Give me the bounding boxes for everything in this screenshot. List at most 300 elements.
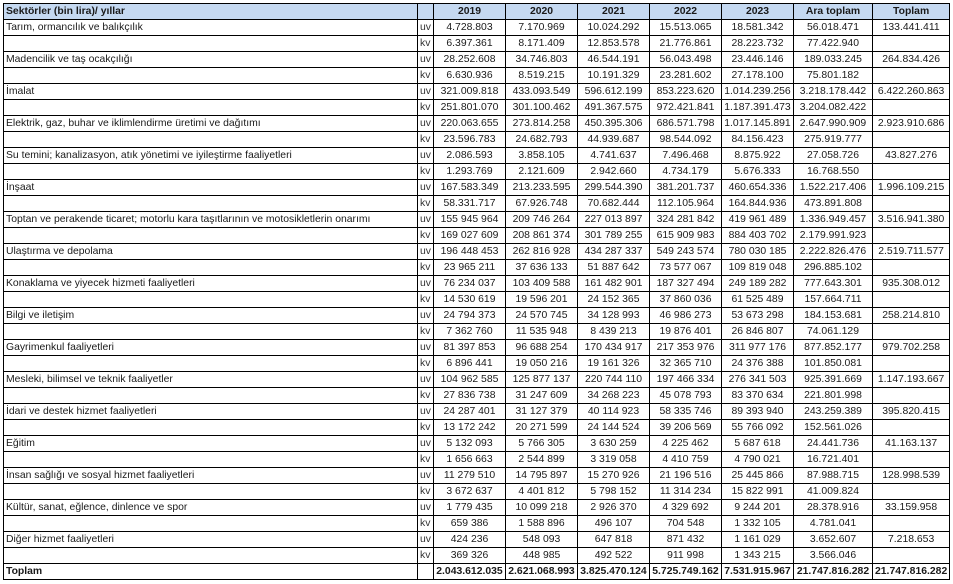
unit-label: kv — [418, 548, 434, 564]
year-value-cell: 4.734.179 — [650, 164, 722, 180]
sector-total-cell: 935.308.012 — [873, 276, 950, 292]
table-row-kv — [4, 324, 950, 340]
year-value-cell: 10.191.329 — [578, 68, 650, 84]
year-value-cell: 647 818 — [578, 532, 650, 548]
sector-total-cell: 41.163.137 — [873, 436, 950, 452]
year-value-cell: 450.395.306 — [578, 116, 650, 132]
sector-name: Toptan ve perakende ticaret; motorlu kara taşıtlarının ve motosikletlerin onarımı — [4, 212, 418, 228]
year-value-cell: 6 896 441 — [434, 356, 506, 372]
year-value-cell: 262 816 928 — [506, 244, 578, 260]
year-value-cell: 15 270 926 — [578, 468, 650, 484]
year-value-cell: 217 353 976 — [650, 340, 722, 356]
table-row-kv — [4, 260, 950, 276]
subtotal-cell: 56.018.471 — [794, 20, 873, 36]
year-value-cell: 5 798 152 — [578, 484, 650, 500]
year-value-cell: 51 887 642 — [578, 260, 650, 276]
year-value-cell: 11 314 234 — [650, 484, 722, 500]
header-year-2019: 2019 — [434, 4, 506, 20]
subtotal-cell: 2.179.991.923 — [794, 228, 873, 244]
unit-label: kv — [418, 452, 434, 468]
year-value-cell: 1 161 029 — [722, 532, 794, 548]
year-value-cell: 311 977 176 — [722, 340, 794, 356]
sector-total-cell: 2.923.910.686 — [873, 116, 950, 132]
header-total: Toplam — [873, 4, 950, 20]
sector-name: Elektrik, gaz, buhar ve iklimlendirme üretimi ve dağıtımı — [4, 116, 418, 132]
unit-label: uv — [418, 20, 434, 36]
sector-name — [4, 484, 418, 500]
year-value-cell: 4 401 812 — [506, 484, 578, 500]
table-row-uv — [4, 532, 950, 548]
unit-label: uv — [418, 532, 434, 548]
sector-name — [4, 292, 418, 308]
sector-name — [4, 516, 418, 532]
year-value-cell: 15.513.065 — [650, 20, 722, 36]
subtotal-cell: 296.885.102 — [794, 260, 873, 276]
year-value-cell: 3 630 259 — [578, 436, 650, 452]
year-value-cell: 53 673 298 — [722, 308, 794, 324]
year-value-cell: 61 525 489 — [722, 292, 794, 308]
grand-total-cell: 5.725.749.162 — [650, 564, 722, 580]
year-value-cell: 321.009.818 — [434, 84, 506, 100]
year-value-cell: 4 225 462 — [650, 436, 722, 452]
year-value-cell: 1 656 663 — [434, 452, 506, 468]
year-value-cell: 419 961 489 — [722, 212, 794, 228]
year-value-cell: 23.446.146 — [722, 52, 794, 68]
header-year-2023: 2023 — [722, 4, 794, 20]
sector-name — [4, 452, 418, 468]
unit-label: uv — [418, 436, 434, 452]
year-value-cell: 299.544.390 — [578, 180, 650, 196]
year-value-cell: 686.571.798 — [650, 116, 722, 132]
table-row-uv — [4, 372, 950, 388]
year-value-cell: 249 189 282 — [722, 276, 794, 292]
year-value-cell: 1.014.239.256 — [722, 84, 794, 100]
year-value-cell: 1.187.391.473 — [722, 100, 794, 116]
unit-label: kv — [418, 324, 434, 340]
year-value-cell: 24 144 524 — [578, 420, 650, 436]
year-value-cell: 24 152 365 — [578, 292, 650, 308]
year-value-cell: 32 365 710 — [650, 356, 722, 372]
year-value-cell: 26 846 807 — [722, 324, 794, 340]
sector-total-cell — [873, 68, 950, 84]
sector-total-cell — [873, 260, 950, 276]
sector-total-cell — [873, 228, 950, 244]
year-value-cell: 24.682.793 — [506, 132, 578, 148]
year-value-cell: 169 027 609 — [434, 228, 506, 244]
year-value-cell: 7.496.468 — [650, 148, 722, 164]
year-value-cell: 227 013 897 — [578, 212, 650, 228]
header-unit — [418, 4, 434, 20]
year-value-cell: 14 795 897 — [506, 468, 578, 484]
sector-name — [4, 260, 418, 276]
year-value-cell: 4.728.803 — [434, 20, 506, 36]
unit-label: kv — [418, 388, 434, 404]
sector-total-cell — [873, 420, 950, 436]
year-value-cell: 381.201.737 — [650, 180, 722, 196]
year-value-cell: 324 281 842 — [650, 212, 722, 228]
subtotal-cell: 3.204.082.422 — [794, 100, 873, 116]
year-value-cell: 196 448 453 — [434, 244, 506, 260]
year-value-cell: 491.367.575 — [578, 100, 650, 116]
year-value-cell: 5 132 093 — [434, 436, 506, 452]
subtotal-cell: 925.391.669 — [794, 372, 873, 388]
year-value-cell: 3 672 637 — [434, 484, 506, 500]
grand-total-cell: 2.621.068.993 — [506, 564, 578, 580]
year-value-cell: 11 535 948 — [506, 324, 578, 340]
sector-total-cell — [873, 164, 950, 180]
subtotal-cell: 27.058.726 — [794, 148, 873, 164]
sector-name — [4, 36, 418, 52]
sector-total-cell: 979.702.258 — [873, 340, 950, 356]
year-value-cell: 46 986 273 — [650, 308, 722, 324]
year-value-cell: 197 466 334 — [650, 372, 722, 388]
table-row-uv — [4, 436, 950, 452]
table-row-kv — [4, 228, 950, 244]
sector-total-cell — [873, 484, 950, 500]
subtotal-cell: 77.422.940 — [794, 36, 873, 52]
grand-total-label: Toplam — [4, 564, 418, 580]
year-value-cell: 3 319 058 — [578, 452, 650, 468]
subtotal-cell: 2.647.990.909 — [794, 116, 873, 132]
year-value-cell: 20 271 599 — [506, 420, 578, 436]
unit-label: kv — [418, 260, 434, 276]
year-value-cell: 98.544.092 — [650, 132, 722, 148]
subtotal-cell: 16.768.550 — [794, 164, 873, 180]
sector-name: İnşaat — [4, 180, 418, 196]
grand-total-cell: 21.747.816.282 — [794, 564, 873, 580]
table-row-uv — [4, 340, 950, 356]
sector-name: Bilgi ve iletişim — [4, 308, 418, 324]
table-row-uv — [4, 20, 950, 36]
year-value-cell: 19 050 216 — [506, 356, 578, 372]
year-value-cell: 276 341 503 — [722, 372, 794, 388]
sector-total-cell — [873, 452, 950, 468]
sector-total-cell — [873, 516, 950, 532]
sector-name: Konaklama ve yiyecek hizmeti faaliyetleri — [4, 276, 418, 292]
subtotal-cell: 87.988.715 — [794, 468, 873, 484]
sector-revenue-table — [3, 3, 950, 580]
sector-total-cell: 133.441.411 — [873, 20, 950, 36]
unit-label: uv — [418, 180, 434, 196]
header-subtotal: Ara toplam — [794, 4, 873, 20]
year-value-cell: 37 636 133 — [506, 260, 578, 276]
year-value-cell: 1 343 215 — [722, 548, 794, 564]
year-value-cell: 13 172 242 — [434, 420, 506, 436]
subtotal-cell: 157.664.711 — [794, 292, 873, 308]
year-value-cell: 11 279 510 — [434, 468, 506, 484]
table-row-uv — [4, 148, 950, 164]
header-year-2022: 2022 — [650, 4, 722, 20]
subtotal-cell: 275.919.777 — [794, 132, 873, 148]
year-value-cell: 548 093 — [506, 532, 578, 548]
sector-name — [4, 196, 418, 212]
unit-label: uv — [418, 468, 434, 484]
subtotal-cell: 1.522.217.406 — [794, 180, 873, 196]
subtotal-cell: 221.801.998 — [794, 388, 873, 404]
sector-name — [4, 100, 418, 116]
sector-table-container — [3, 3, 950, 580]
year-value-cell: 167.583.349 — [434, 180, 506, 196]
year-value-cell: 6.630.936 — [434, 68, 506, 84]
sector-name: Ulaştırma ve depolama — [4, 244, 418, 260]
sector-name — [4, 420, 418, 436]
year-value-cell: 2.942.660 — [578, 164, 650, 180]
year-value-cell: 164.844.936 — [722, 196, 794, 212]
year-value-cell: 209 746 264 — [506, 212, 578, 228]
sector-total-cell — [873, 356, 950, 372]
unit-label: kv — [418, 36, 434, 52]
unit-label: kv — [418, 132, 434, 148]
year-value-cell: 10 099 218 — [506, 500, 578, 516]
unit-label: kv — [418, 100, 434, 116]
sector-total-cell — [873, 132, 950, 148]
year-value-cell: 18.581.342 — [722, 20, 794, 36]
year-value-cell: 23.596.783 — [434, 132, 506, 148]
table-row-uv — [4, 308, 950, 324]
table-row-kv — [4, 132, 950, 148]
sector-total-cell: 264.834.426 — [873, 52, 950, 68]
year-value-cell: 45 078 793 — [650, 388, 722, 404]
year-value-cell: 12.853.578 — [578, 36, 650, 52]
year-value-cell: 125 877 137 — [506, 372, 578, 388]
sector-name: Gayrimenkul faaliyetleri — [4, 340, 418, 356]
year-value-cell: 31 127 379 — [506, 404, 578, 420]
unit-label: uv — [418, 308, 434, 324]
year-value-cell: 31 247 609 — [506, 388, 578, 404]
year-value-cell: 104 962 585 — [434, 372, 506, 388]
table-row-kv — [4, 484, 950, 500]
year-value-cell: 70.682.444 — [578, 196, 650, 212]
subtotal-cell: 1.336.949.457 — [794, 212, 873, 228]
year-value-cell: 1 332 105 — [722, 516, 794, 532]
year-value-cell: 28.252.608 — [434, 52, 506, 68]
year-value-cell: 2.086.593 — [434, 148, 506, 164]
year-value-cell: 220 744 110 — [578, 372, 650, 388]
year-value-cell: 8.519.215 — [506, 68, 578, 84]
year-value-cell: 19 161 326 — [578, 356, 650, 372]
table-row-kv — [4, 292, 950, 308]
table-row-kv — [4, 100, 950, 116]
unit-label: kv — [418, 484, 434, 500]
table-row-uv — [4, 468, 950, 484]
year-value-cell: 55 766 092 — [722, 420, 794, 436]
year-value-cell: 4 410 759 — [650, 452, 722, 468]
year-value-cell: 9 244 201 — [722, 500, 794, 516]
header-year-2021: 2021 — [578, 4, 650, 20]
year-value-cell: 15 822 991 — [722, 484, 794, 500]
sector-total-cell: 3.516.941.380 — [873, 212, 950, 228]
year-value-cell: 5 687 618 — [722, 436, 794, 452]
sector-name: Mesleki, bilimsel ve teknik faaliyetler — [4, 372, 418, 388]
year-value-cell: 208 861 374 — [506, 228, 578, 244]
year-value-cell: 213.233.595 — [506, 180, 578, 196]
year-value-cell: 10.024.292 — [578, 20, 650, 36]
unit-label: kv — [418, 516, 434, 532]
table-row-uv — [4, 212, 950, 228]
year-value-cell: 2 926 370 — [578, 500, 650, 516]
year-value-cell: 424 236 — [434, 532, 506, 548]
subtotal-cell: 41.009.824 — [794, 484, 873, 500]
grand-total-row — [4, 564, 950, 580]
sector-name: Madencilik ve taş ocakçılığı — [4, 52, 418, 68]
table-row-uv — [4, 404, 950, 420]
year-value-cell: 83 370 634 — [722, 388, 794, 404]
sector-total-cell — [873, 196, 950, 212]
table-row-kv — [4, 388, 950, 404]
year-value-cell: 871 432 — [650, 532, 722, 548]
sector-total-cell: 33.159.958 — [873, 500, 950, 516]
year-value-cell: 615 909 983 — [650, 228, 722, 244]
year-value-cell: 67.926.748 — [506, 196, 578, 212]
sector-total-cell — [873, 548, 950, 564]
year-value-cell: 301 789 255 — [578, 228, 650, 244]
table-row-kv — [4, 516, 950, 532]
year-value-cell: 44.939.687 — [578, 132, 650, 148]
subtotal-cell: 3.652.607 — [794, 532, 873, 548]
year-value-cell: 58 335 746 — [650, 404, 722, 420]
sector-name: İnsan sağlığı ve sosyal hizmet faaliyetleri — [4, 468, 418, 484]
year-value-cell: 5 766 305 — [506, 436, 578, 452]
subtotal-cell: 16.721.401 — [794, 452, 873, 468]
unit-label: kv — [418, 164, 434, 180]
table-row-uv — [4, 500, 950, 516]
sector-total-cell: 1.996.109.215 — [873, 180, 950, 196]
year-value-cell: 40 114 923 — [578, 404, 650, 420]
year-value-cell: 89 393 940 — [722, 404, 794, 420]
subtotal-cell: 473.891.808 — [794, 196, 873, 212]
table-row-kv — [4, 68, 950, 84]
year-value-cell: 109 819 048 — [722, 260, 794, 276]
year-value-cell: 492 522 — [578, 548, 650, 564]
table-row-kv — [4, 548, 950, 564]
year-value-cell: 112.105.964 — [650, 196, 722, 212]
year-value-cell: 369 326 — [434, 548, 506, 564]
year-value-cell: 14 530 619 — [434, 292, 506, 308]
unit-label: uv — [418, 372, 434, 388]
year-value-cell: 84.156.423 — [722, 132, 794, 148]
year-value-cell: 8.875.922 — [722, 148, 794, 164]
year-value-cell: 21.776.861 — [650, 36, 722, 52]
year-value-cell: 433.093.549 — [506, 84, 578, 100]
year-value-cell: 549 243 574 — [650, 244, 722, 260]
year-value-cell: 161 482 901 — [578, 276, 650, 292]
year-value-cell: 4 329 692 — [650, 500, 722, 516]
unit-label: uv — [418, 52, 434, 68]
unit-label: kv — [418, 68, 434, 84]
year-value-cell: 170 434 917 — [578, 340, 650, 356]
year-value-cell: 39 206 569 — [650, 420, 722, 436]
year-value-cell: 34 128 993 — [578, 308, 650, 324]
sector-name: Su temini; kanalizasyon, atık yönetimi ve iyileştirme faaliyetleri — [4, 148, 418, 164]
unit-label: uv — [418, 244, 434, 260]
subtotal-cell: 74.061.129 — [794, 324, 873, 340]
sector-name — [4, 164, 418, 180]
year-value-cell: 4 790 021 — [722, 452, 794, 468]
year-value-cell: 273.814.258 — [506, 116, 578, 132]
sector-name: Kültür, sanat, eğlence, dinlence ve spor — [4, 500, 418, 516]
year-value-cell: 46.544.191 — [578, 52, 650, 68]
sector-name — [4, 228, 418, 244]
year-value-cell: 34 268 223 — [578, 388, 650, 404]
year-value-cell: 58.331.717 — [434, 196, 506, 212]
year-value-cell: 220.063.655 — [434, 116, 506, 132]
year-value-cell: 1.017.145.891 — [722, 116, 794, 132]
sector-name: Eğitim — [4, 436, 418, 452]
year-value-cell: 76 234 037 — [434, 276, 506, 292]
year-value-cell: 1.293.769 — [434, 164, 506, 180]
unit-label: kv — [418, 356, 434, 372]
sector-total-cell: 2.519.711.577 — [873, 244, 950, 260]
year-value-cell: 8 439 213 — [578, 324, 650, 340]
subtotal-cell: 101.850.081 — [794, 356, 873, 372]
unit-label: uv — [418, 276, 434, 292]
subtotal-cell: 3.218.178.442 — [794, 84, 873, 100]
sector-total-cell: 43.827.276 — [873, 148, 950, 164]
year-value-cell: 21 196 516 — [650, 468, 722, 484]
year-value-cell: 780 030 185 — [722, 244, 794, 260]
subtotal-cell: 75.801.182 — [794, 68, 873, 84]
sector-name: Tarım, ormancılık ve balıkçılık — [4, 20, 418, 36]
table-row-kv — [4, 36, 950, 52]
subtotal-cell: 877.852.177 — [794, 340, 873, 356]
subtotal-cell: 184.153.681 — [794, 308, 873, 324]
table-row-uv — [4, 180, 950, 196]
year-value-cell: 103 409 588 — [506, 276, 578, 292]
unit-label: uv — [418, 340, 434, 356]
grand-total-cell: 2.043.612.035 — [434, 564, 506, 580]
table-row-uv — [4, 84, 950, 100]
sector-name: Diğer hizmet faaliyetleri — [4, 532, 418, 548]
subtotal-cell: 189.033.245 — [794, 52, 873, 68]
sector-total-cell: 6.422.260.863 — [873, 84, 950, 100]
subtotal-cell: 777.643.301 — [794, 276, 873, 292]
table-row-uv — [4, 52, 950, 68]
year-value-cell: 23 965 211 — [434, 260, 506, 276]
year-value-cell: 28.223.732 — [722, 36, 794, 52]
year-value-cell: 37 860 036 — [650, 292, 722, 308]
header-row — [4, 4, 950, 20]
year-value-cell: 496 107 — [578, 516, 650, 532]
grand-total-cell: 7.531.915.967 — [722, 564, 794, 580]
sector-name — [4, 548, 418, 564]
year-value-cell: 251.801.070 — [434, 100, 506, 116]
year-value-cell: 24 794 373 — [434, 308, 506, 324]
sector-total-cell: 7.218.653 — [873, 532, 950, 548]
grand-total-unit — [418, 564, 434, 580]
year-value-cell: 73 577 067 — [650, 260, 722, 276]
year-value-cell: 19 876 401 — [650, 324, 722, 340]
year-value-cell: 23.281.602 — [650, 68, 722, 84]
year-value-cell: 34.746.803 — [506, 52, 578, 68]
unit-label: kv — [418, 228, 434, 244]
sector-total-cell: 395.820.415 — [873, 404, 950, 420]
year-value-cell: 448 985 — [506, 548, 578, 564]
sector-total-cell — [873, 388, 950, 404]
year-value-cell: 460.654.336 — [722, 180, 794, 196]
table-body — [4, 20, 950, 580]
year-value-cell: 2.121.609 — [506, 164, 578, 180]
year-value-cell: 187 327 494 — [650, 276, 722, 292]
year-value-cell: 24 287 401 — [434, 404, 506, 420]
sector-total-cell: 128.998.539 — [873, 468, 950, 484]
year-value-cell: 7.170.969 — [506, 20, 578, 36]
subtotal-cell: 24.441.736 — [794, 436, 873, 452]
year-value-cell: 27.178.100 — [722, 68, 794, 84]
table-row-uv — [4, 244, 950, 260]
header-sectors: Sektörler (bin lira)/ yıllar — [4, 4, 418, 20]
year-value-cell: 704 548 — [650, 516, 722, 532]
table-row-uv — [4, 276, 950, 292]
